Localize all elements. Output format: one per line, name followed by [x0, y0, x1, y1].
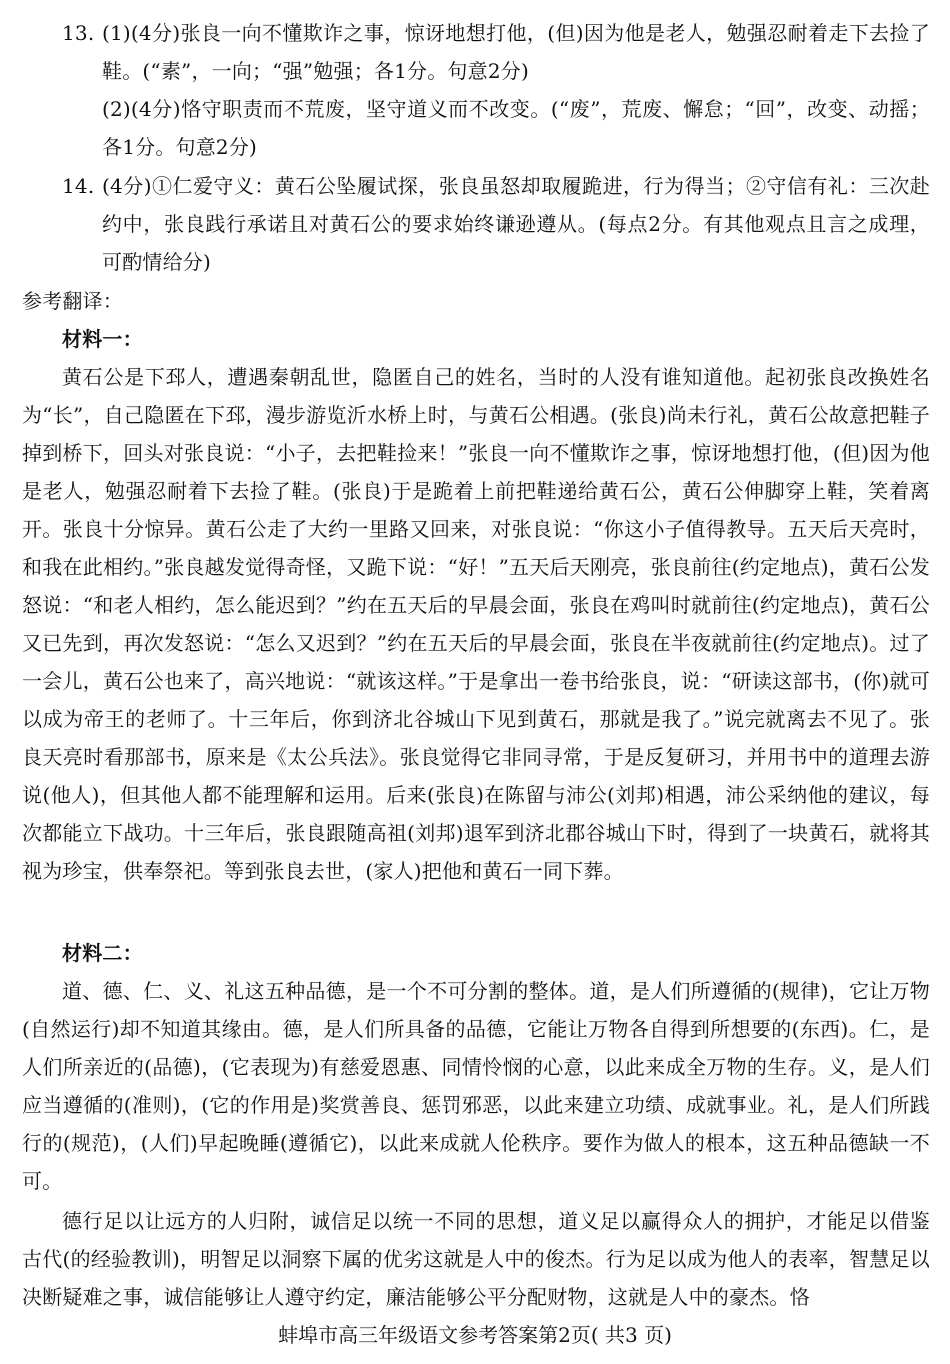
- question-number-13: 13.: [62, 21, 95, 45]
- material-1-heading: 材料一：: [62, 327, 143, 351]
- answer-13-part2: (2)(4分)恪守职责而不荒废，坚守道义而不改变。(“废”，荒废、懈怠；“回”，改变、动摇；各1分。句意2分): [102, 97, 930, 159]
- answer-14-text: (4分)①仁爱守义：黄石公坠履试探，张良虽怒却取履跪进，行为得当；②守信有礼：三次赴约中，张良践行承诺且对黄石公的要求始终谦逊遵从。(每点2分。有其他观点且言之成理，可酌情给分): [102, 174, 930, 274]
- material-2-paragraph-1: 道、德、仁、义、礼这五种品德，是一个不可分割的整体。道，是人们所遵循的(规律)，它让万物(自然运行)却不知道其缘由。德，是人们所具备的品德，它能让万物各自得到所想要的(东西)。仁，是人们所亲近的(品德)，(它表现为)有慈爱恩惠、同情怜悯的心意，以此来成全万物的生存。义，是人们应当遵循的(准则)，(它的作用是)奖赏善良、惩罚邪恶，以此来建立功绩、成就事业。礼，是人们所践行的(规范)，(人们)早起晚睡(遵循它)，以此来成就人伦秩序。要作为做人的根本，这五种品德缺一不可。: [22, 979, 930, 1193]
- answer-14: [62, 167, 930, 281]
- material-2-heading: 材料二：: [62, 941, 143, 965]
- answer-13-part1-text: (1)(4分)张良一向不懂欺诈之事，惊讶地想打他，(但)因为他是老人，勉强忍耐着走下去捡了鞋。(“素”，一向；“强”勉强；各1分。句意2分): [102, 21, 930, 83]
- material-2-paragraph-2: 德行足以让远方的人归附，诚信足以统一不同的思想，道义足以赢得众人的拥护，才能足以借鉴古代(的经验教训)，明智足以洞察下属的优劣这就是人中的俊杰。行为足以成为他人的表率，智慧足以决断疑难之事，诚信能够让人遵守约定，廉洁能够公平分配财物，这就是人中的豪杰。恪: [22, 1209, 930, 1309]
- page-footer: 蚌埠市高三年级语文参考答案第2页( 共3 页): [278, 1323, 672, 1347]
- question-number-14: 14.: [62, 174, 95, 198]
- answer-13-part1: [62, 14, 930, 90]
- translation-label: 参考翻译：: [22, 289, 123, 313]
- material-1-text: 黄石公是下邳人，遭遇秦朝乱世，隐匿自己的姓名，当时的人没有谁知道他。起初张良改换姓名为“长”，自己隐匿在下邳，漫步游览沂水桥上时，与黄石公相遇。(张良)尚未行礼，黄石公故意把鞋子掉到桥下，回头对张良说：“小子，去把鞋捡来！”张良一向不懂欺诈之事，惊讶地想打他，(但)因为他是老人，勉强忍耐着下去捡了鞋。(张良)于是跪着上前把鞋递给黄石公，黄石公伸脚穿上鞋，笑着离开。张良十分惊异。黄石公走了大约一里路又回来，对张良说：“你这小子值得教导。五天后天亮时，和我在此相约。”张良越发觉得奇怪，又跪下说：“好！”五天后天刚亮，张良前往(约定地点)，黄石公发怒说：“和老人相约，怎么能迟到？”约在五天后的早晨会面，张良在鸡叫时就前往(约定地点)，黄石公又已先到，再次发怒说：“怎么又迟到？”约在五天后的早晨会面，张良在半夜就前往(约定地点)。过了一会儿，黄石公也来了，高兴地说：“就该这样。”于是拿出一卷书给张良，说：“研读这部书，(你)就可以成为帝王的老师了。十三年后，你到济北谷城山下见到黄石，那就是我了。”说完就离去不见了。张良天亮时看那部书，原来是《太公兵法》。张良觉得它非同寻常，于是反复研习，并用书中的道理去游说(他人)，但其他人都不能理解和运用。后来(张良)在陈留与沛公(刘邦)相遇，沛公采纳他的建议，每次都能立下战功。十三年后，张良跟随高祖(刘邦)退军到济北郡谷城山下时，得到了一块黄石，就将其视为珍宝，供奉祭祀。等到张良去世，(家人)把他和黄石一同下葬。: [22, 365, 930, 883]
